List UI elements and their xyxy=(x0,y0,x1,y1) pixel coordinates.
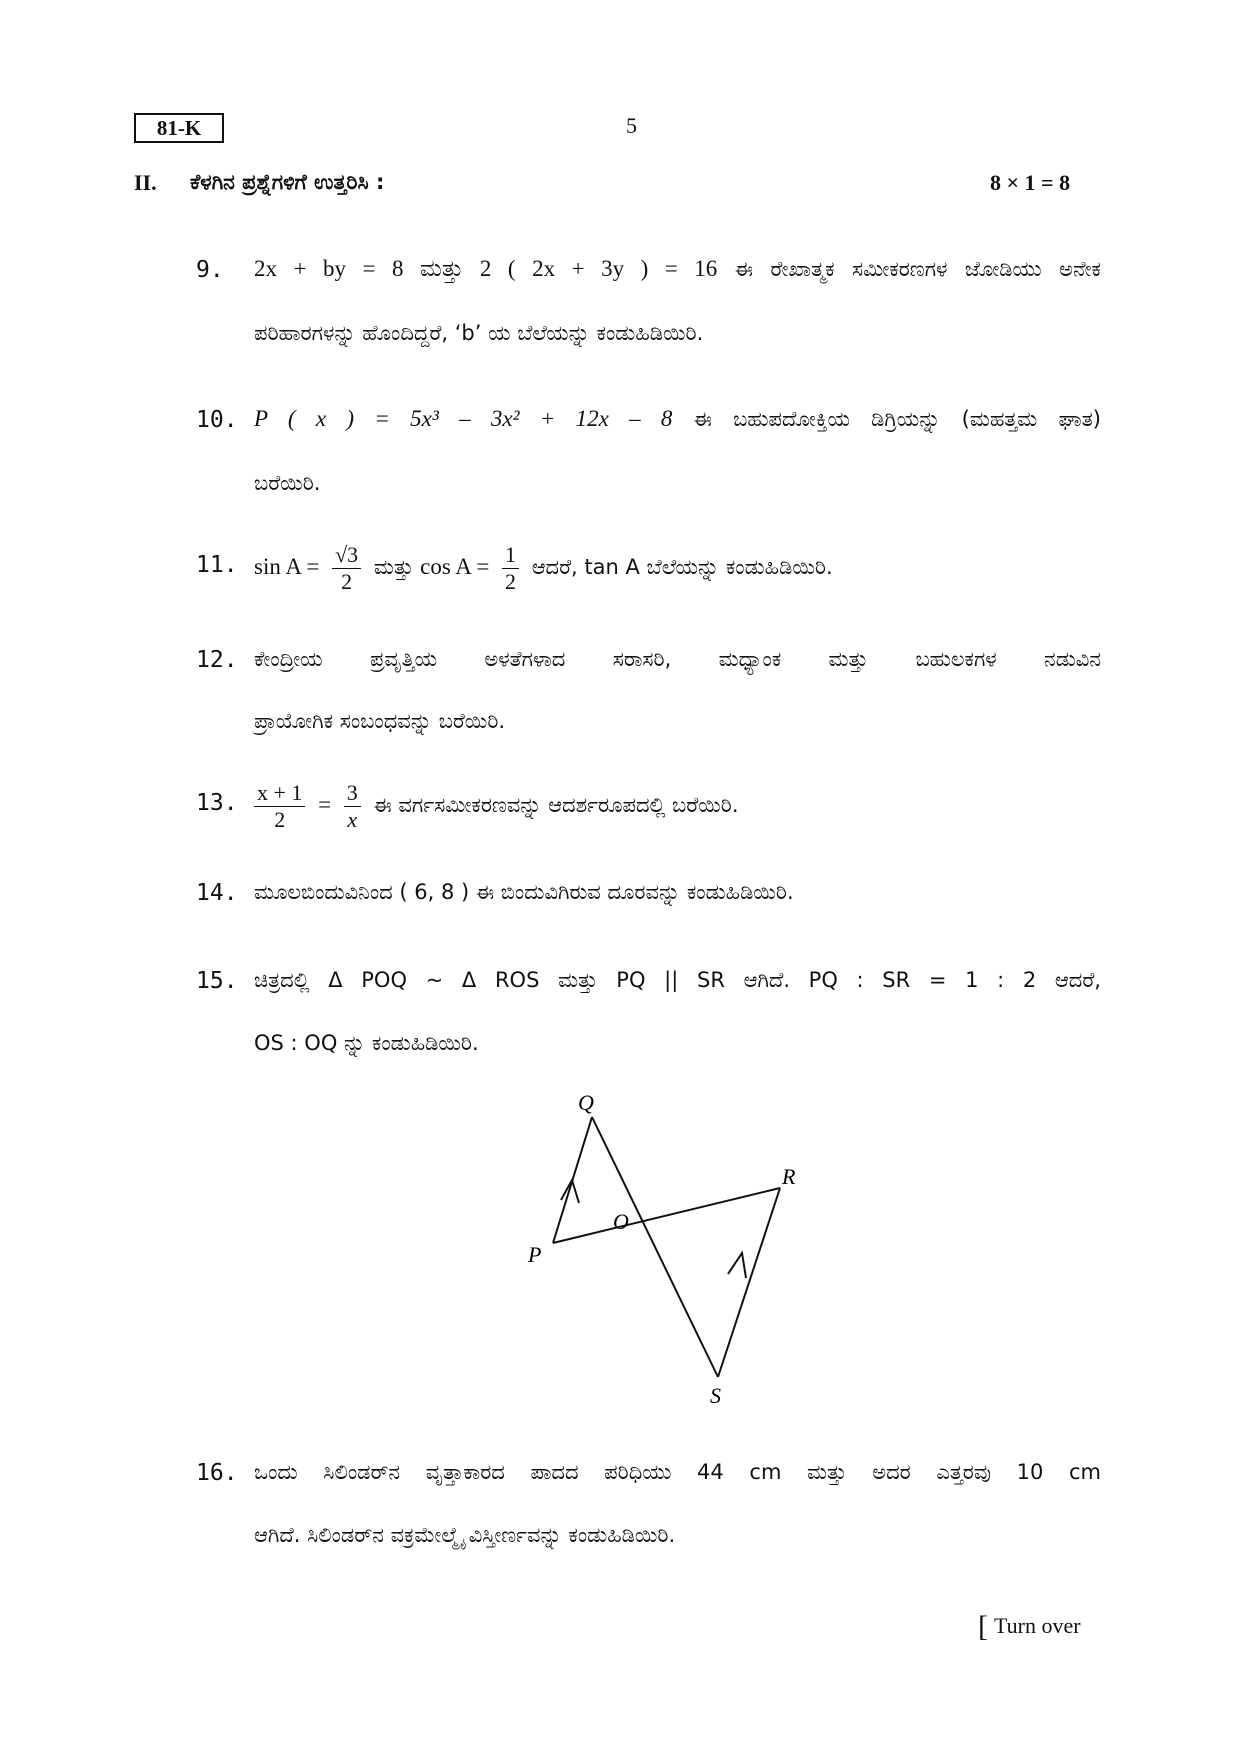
turn-over-bracket: [ xyxy=(978,1610,988,1643)
question-16-line-2: ಆಗಿದೆ. ಸಿಲಿಂಡರ್‌ನ ವಕ್ರಮೇಲ್ಮೈ ವಿಸ್ತೀರ್ಣವನ್ನು ಕಂಡುಹಿಡಿಯಿರಿ. xyxy=(254,1523,676,1547)
question-12-line-2: ಪ್ರಾಯೋಗಿಕ ಸಂಬಂಧವನ್ನು ಬರೆಯಿರಿ. xyxy=(254,709,506,733)
question-11-text: ಆದರೆ, tan A ಬೆಲೆಯನ್ನು ಕಂಡುಹಿಡಿಯಿರಿ. xyxy=(531,555,833,579)
segment-QS xyxy=(592,1117,718,1377)
label-R: R xyxy=(782,1164,796,1189)
page-number: 5 xyxy=(626,113,637,138)
question-11-sin-fraction xyxy=(332,542,361,595)
question-10-line-2: ಬರೆಯಿರಿ. xyxy=(254,471,321,495)
question-11-cos-denominator: 2 xyxy=(505,568,516,594)
question-15-line-2: OS : OQ ನ್ನು ಕಂಡುಹಿಡಿಯಿರಿ. xyxy=(254,1031,479,1055)
section-title: ಕೆಳಗಿನ ಪ್ರಶ್ನೆಗಳಿಗೆ ಉತ್ತರಿಸಿ : xyxy=(190,170,385,194)
question-9-number: 9. xyxy=(196,257,224,283)
question-9-line-1 xyxy=(254,254,1101,284)
similar-triangles-figure xyxy=(460,1080,840,1420)
arrow-PQ xyxy=(561,1180,579,1203)
question-11-number: 11. xyxy=(196,552,238,578)
section-marks: 8 × 1 = 8 xyxy=(990,170,1071,195)
question-16-line-1: ಒಂದು ಸಿಲಿಂಡರ್‌ನ ವೃತ್ತಾಕಾರದ ಪಾದದ ಪರಿಧಿಯು 44 cm ಮತ್ತು ಅದರ ಎತ್ತರವು 10 cm xyxy=(254,1460,1101,1484)
segment-SR xyxy=(718,1188,780,1377)
question-10-line-1 xyxy=(254,404,1101,434)
question-11-and: ಮತ್ತು xyxy=(373,555,414,579)
turn-over-note xyxy=(978,1610,1081,1644)
question-13-line xyxy=(254,772,1101,838)
question-12-line-1: ಕೇಂದ್ರೀಯ ಪ್ರವೃತ್ತಿಯ ಅಳತೆಗಳಾದ ಸರಾಸರಿ, ಮಧ್ಯಾಂಕ ಮತ್ತು ಬಹುಲಕಗಳ ನಡುವಿನ xyxy=(254,647,1101,671)
question-11-sin-denominator: 2 xyxy=(341,568,353,594)
label-Q: Q xyxy=(578,1090,594,1115)
question-10-polynomial: P ( x ) = 5x³ – 3x² + 12x – 8 xyxy=(254,406,673,431)
question-13-lhs-numerator: x + 1 xyxy=(254,780,305,807)
question-13-rhs-numerator: 3 xyxy=(344,780,361,807)
question-13-lhs-fraction xyxy=(254,780,305,833)
question-16-number: 16. xyxy=(196,1460,238,1486)
question-9-line-1-text: ಈ ರೇಖಾತ್ಮಕ ಸಮೀಕರಣಗಳ ಜೋಡಿಯು ಅನೇಕ xyxy=(734,257,1101,281)
question-11-cos-label: cos A = xyxy=(420,554,490,579)
question-15-line-1: ಚಿತ್ರದಲ್ಲಿ Δ POQ ~ Δ ROS ಮತ್ತು PQ || SR ಆಗಿದೆ. PQ : SR = 1 : 2 ಆದರೆ, xyxy=(254,968,1101,992)
question-11-sin-label: sin A = xyxy=(254,554,320,579)
question-14-line: ಮೂಲಬಿಂದುವಿನಿಂದ ( 6, 8 ) ಈ ಬಿಂದುವಿಗಿರುವ ದೂರವನ್ನು ಕಂಡುಹಿಡಿಯಿರಿ. xyxy=(254,880,794,904)
question-10-line-1-text: ಈ ಬಹುಪದೋಕ್ತಿಯ ಡಿಗ್ರಿಯನ್ನು (ಮಹತ್ತಮ ಘಾತ) xyxy=(693,407,1101,431)
label-O: O xyxy=(613,1209,629,1234)
question-13-equals: = xyxy=(318,792,332,817)
question-10-number: 10. xyxy=(196,407,238,433)
arrow-SR xyxy=(728,1253,746,1278)
question-11-line xyxy=(254,534,1101,600)
question-13-text: ಈ ವರ್ಗಸಮೀಕರಣವನ್ನು ಆದರ್ಶರೂಪದಲ್ಲಿ ಬರೆಯಿರಿ. xyxy=(373,793,739,817)
question-12-number: 12. xyxy=(196,647,238,673)
question-13-number: 13. xyxy=(196,790,238,816)
question-13-rhs-denominator: x xyxy=(347,806,358,832)
turn-over-text: Turn over xyxy=(994,1613,1081,1638)
label-P: P xyxy=(528,1242,542,1267)
question-13-lhs-denominator: 2 xyxy=(274,806,286,832)
question-11-cos-numerator: 1 xyxy=(502,542,519,569)
section-number: II. xyxy=(134,170,157,195)
question-9-equations: 2x + by = 8 ಮತ್ತು 2 ( 2x + 3y ) = 16 xyxy=(254,256,718,281)
question-13-rhs-fraction xyxy=(344,780,361,833)
segment-PR xyxy=(553,1188,780,1243)
question-9-line-2: ಪರಿಹಾರಗಳನ್ನು ಹೊಂದಿದ್ದರೆ, ‘b’ ಯ ಬೆಲೆಯನ್ನು ಕಂಡುಹಿಡಿಯಿರಿ. xyxy=(254,321,704,345)
question-15-number: 15. xyxy=(196,968,238,994)
label-S: S xyxy=(710,1383,721,1408)
question-14-number: 14. xyxy=(196,880,238,906)
question-11-sin-numerator: √3 xyxy=(332,542,361,569)
question-11-cos-fraction xyxy=(502,542,519,595)
paper-code: 81-K xyxy=(134,113,224,143)
